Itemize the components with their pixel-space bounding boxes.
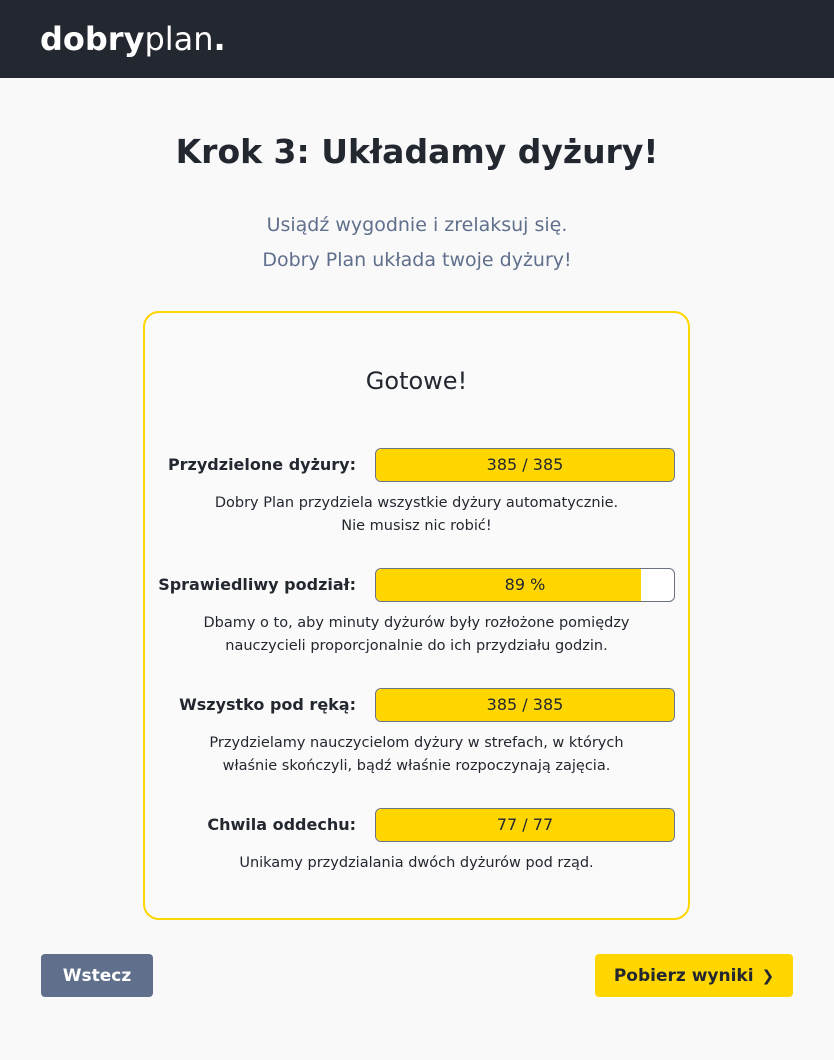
download-button-label: Pobierz wyniki	[613, 965, 754, 986]
description-line-1: Dobry Plan przydziela wszystkie dyżury automatycznie.	[214, 495, 619, 511]
results-card	[143, 311, 690, 920]
back-button[interactable]	[41, 954, 153, 997]
metric-label: Sprawiedliwy podział:	[158, 575, 356, 594]
logo[interactable]	[40, 20, 226, 58]
progress-value: 89 %	[504, 575, 546, 594]
progress-bar	[375, 808, 675, 842]
description-line-1: Unikamy przydzialania dwóch dyżurów pod rząd.	[239, 855, 594, 871]
metric-description	[145, 492, 688, 538]
card-title: Gotowe!	[365, 367, 468, 395]
download-results-button[interactable]	[595, 954, 793, 997]
progress-value: 385 / 385	[486, 695, 564, 714]
description-line-1: Przydzielamy nauczycielom dyżury w strefach, w których	[209, 735, 624, 751]
metric-label: Przydzielone dyżury:	[167, 455, 356, 474]
subtitle-line-1: Usiądź wygodnie i zrelaksuj się.	[266, 214, 568, 236]
description-line-2: nauczycieli proporcjonalnie do ich przydziału godzin.	[225, 638, 608, 654]
metric-description	[145, 852, 688, 875]
progress-bar	[375, 448, 675, 482]
back-button-label: Wstecz	[62, 965, 132, 986]
metric-label: Chwila oddechu:	[207, 815, 356, 834]
progress-value: 77 / 77	[496, 815, 554, 834]
metric-label: Wszystko pod ręką:	[179, 695, 356, 714]
logo-dot: .	[213, 20, 226, 58]
progress-bar	[375, 688, 675, 722]
page-title: Krok 3: Układamy dyżury!	[175, 132, 659, 171]
progress-value: 385 / 385	[486, 455, 564, 474]
logo-light: plan	[144, 20, 214, 58]
chevron-right-icon: ❯	[761, 966, 775, 985]
description-line-2: Nie musisz nic robić!	[341, 518, 492, 534]
metric-description	[145, 732, 688, 778]
description-line-1: Dbamy o to, aby minuty dyżurów były rozłożone pomiędzy	[203, 615, 630, 631]
description-line-2: właśnie skończyli, bądź właśnie rozpoczynają zajęcia.	[222, 758, 611, 774]
top-bar	[0, 0, 834, 78]
metric-description	[145, 612, 688, 658]
logo-bold: dobry	[40, 20, 145, 58]
progress-bar	[375, 568, 675, 602]
subtitle-line-2: Dobry Plan układa twoje dyżury!	[262, 249, 572, 271]
